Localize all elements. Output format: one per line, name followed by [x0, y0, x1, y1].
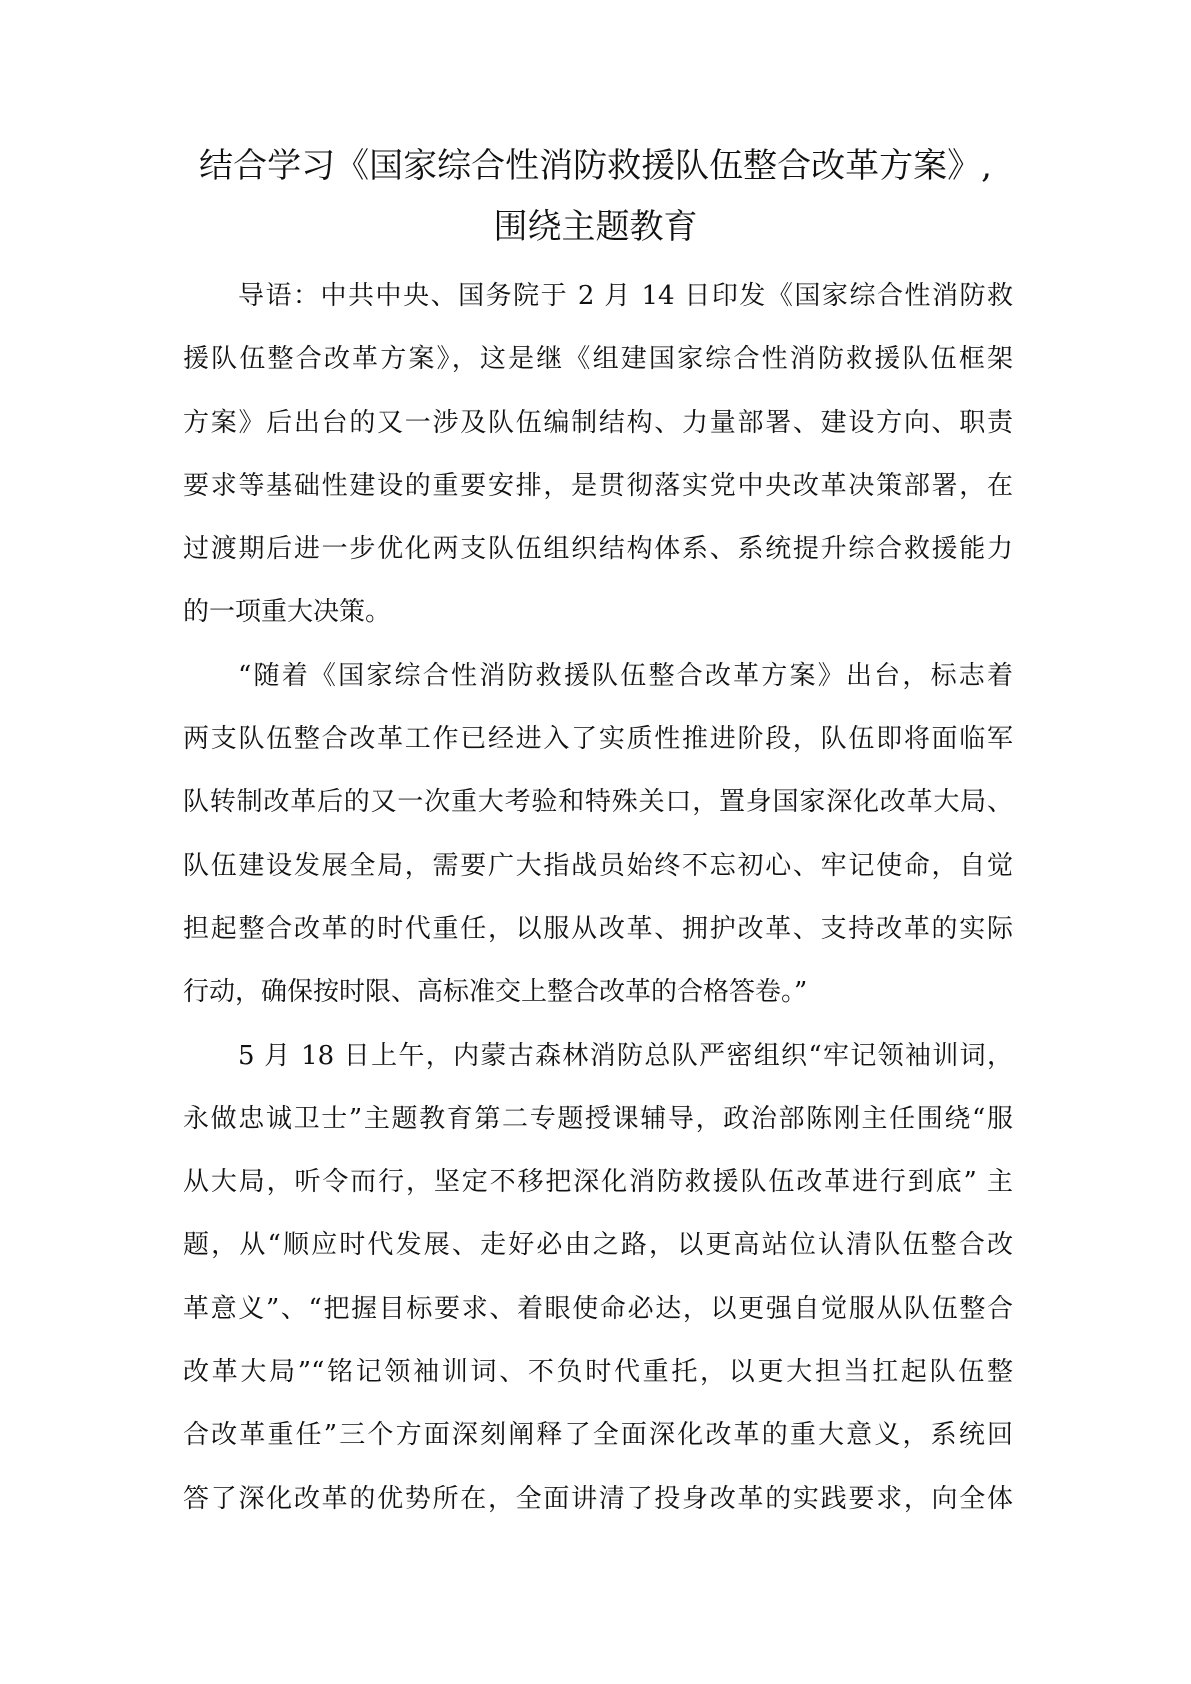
body-text-line: 方案》后出台的又一涉及队伍编制结构、力量部署、建设方向、职责 [183, 407, 1013, 438]
body-text-line: 从大局，听令而行，坚定不移把深化消防救援队伍改革进行到底” 主 [183, 1167, 1013, 1198]
document-title-line-2: 围绕主题教育 [493, 207, 698, 247]
body-text-line: 合改革重任”三个方面深刻阐释了全面深化改革的重大意义，系统回 [183, 1420, 1013, 1451]
body-text-line: 队伍建设发展全局，需要广大指战员始终不忘初心、牢记使命，自觉 [183, 850, 1013, 881]
body-text-line: 担起整合改革的时代重任，以服从改革、拥护改革、支持改革的实际 [183, 913, 1013, 944]
body-text-line: 题，从“顺应时代发展、走好必由之路，以更高站位认清队伍整合改 [183, 1230, 1013, 1261]
body-text-line: 队转制改革后的又一次重大考验和特殊关口，置身国家深化改革大局、 [183, 787, 1013, 818]
document-title-line-1: 结合学习《国家综合性消防救援队伍整合改革方案》, [199, 146, 992, 186]
body-text-line: 行动，确保按时限、高标准交上整合改革的合格答卷。” [183, 977, 808, 1008]
body-text-line: 过渡期后进一步优化两支队伍组织结构体系、系统提升综合救援能力 [183, 534, 1013, 565]
body-text-line: 要求等基础性建设的重要安排，是贯彻落实党中央改革决策部署，在 [183, 470, 1013, 501]
body-text-line: 革意义”、“把握目标要求、着眼使命必达，以更强自觉服从队伍整合 [183, 1293, 1013, 1324]
body-text-line: 两支队伍整合改革工作已经进入了实质性推进阶段，队伍即将面临军 [183, 724, 1013, 755]
body-text-line: 援队伍整合改革方案》，这是继《组建国家综合性消防救援队伍框架 [183, 344, 1013, 375]
body-text-line: 的一项重大决策。 [183, 597, 392, 628]
body-text-line: 改革大局”“铭记领袖训词、不负时代重托，以更大担当扛起队伍整 [183, 1357, 1013, 1388]
body-text-line: 永做忠诚卫士”主题教育第二专题授课辅导，政治部陈刚主任围绕“服 [183, 1103, 1013, 1134]
body-text-line: 5 月 18 日上午，内蒙古森林消防总队严密组织“牢记领袖训词， [238, 1040, 1013, 1071]
document-body [183, 276, 1013, 1542]
body-text-line: 导语：中共中央、国务院于 2 月 14 日印发《国家综合性消防救 [238, 281, 1013, 311]
body-text-line: “随着《国家综合性消防救援队伍整合改革方案》出台，标志着 [238, 660, 1013, 691]
body-text-line: 答了深化改革的优势所在，全面讲清了投身改革的实践要求，向全体 [183, 1483, 1013, 1514]
